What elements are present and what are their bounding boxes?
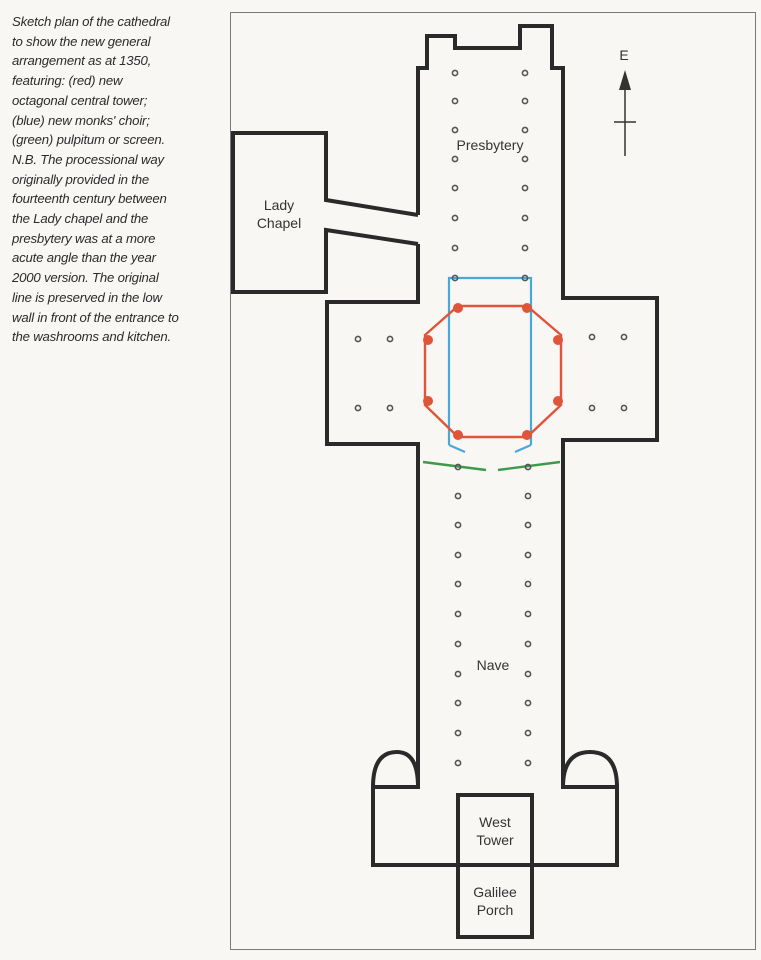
pillar-icon (525, 730, 530, 735)
caption-line: octagonal central tower; (12, 92, 148, 108)
caption-line: Sketch plan of the cathedral (12, 14, 170, 29)
label-galilee-porch-1: Galilee (473, 884, 517, 900)
pillar-icon (452, 245, 457, 250)
tower-pier (522, 303, 532, 313)
pillar-icon (455, 493, 460, 498)
pillar-icon (522, 127, 527, 132)
caption-line: wall in front of the entrance to (12, 309, 179, 325)
pillar-icon (452, 215, 457, 220)
label-presbytery: Presbytery (456, 137, 524, 153)
pillar-icon (452, 127, 457, 132)
caption-line: presbytery was at a more (12, 230, 156, 246)
caption-line: the Lady chapel and the (12, 211, 149, 227)
caption-line: arrangement as at 1350, (12, 53, 152, 69)
east-arm-wall (327, 26, 657, 937)
pillar-icon (455, 611, 460, 616)
pillar-icon (522, 245, 527, 250)
tower-pier (553, 335, 563, 345)
pillar-icon (452, 156, 457, 161)
tower-pier (453, 303, 463, 313)
label-galilee-porch-2: Porch (476, 902, 514, 918)
caption-line: the washrooms and kitchen. (12, 329, 171, 345)
galilee-porch (458, 865, 532, 937)
pillar-icon (455, 671, 460, 676)
pillar-icon (589, 405, 594, 410)
pillar-icon (525, 581, 530, 586)
caption-line: acute angle than the year (12, 250, 156, 266)
label-west-tower-2: Tower (476, 832, 514, 848)
caption-line: (green) pulpitum or screen. (12, 132, 165, 148)
pillar-icon (522, 70, 527, 75)
pillar-icon (525, 611, 530, 616)
caption-line: fourteenth century between (12, 191, 167, 207)
pillar-icon (525, 760, 530, 765)
tower-pier (522, 430, 532, 440)
pillar-icon (525, 641, 530, 646)
pillar-icon (455, 730, 460, 735)
pillar-icon (455, 522, 460, 527)
pillar-icon (355, 405, 360, 410)
pillar-icon (525, 493, 530, 498)
lady-chapel-wall (233, 133, 418, 292)
pillar-icon (589, 334, 594, 339)
label-west-tower-1: West (479, 814, 511, 830)
caption-line: line is preserved in the low (12, 289, 162, 305)
compass-label: E (619, 47, 629, 63)
west-turret-left (373, 752, 418, 787)
choir-entrance (449, 445, 531, 452)
pillar-icon (621, 405, 626, 410)
pillar-icon (621, 334, 626, 339)
tower-pier (453, 430, 463, 440)
pillar-icon (525, 552, 530, 557)
caption-line: originally provided in the (12, 171, 150, 187)
label-lady-chapel-2: Chapel (256, 215, 302, 231)
pillar-icon (455, 700, 460, 705)
caption-line: N.B. The processional way (12, 151, 164, 167)
compass (614, 47, 636, 156)
pillar-icon (355, 336, 360, 341)
pulpitum-screen (423, 462, 560, 470)
tower-pier (423, 396, 433, 406)
pillar-icon (387, 336, 392, 341)
tower-pier (553, 396, 563, 406)
caption-line: 2000 version. The original (12, 270, 159, 286)
west-turret-right (563, 752, 617, 787)
caption-line: (blue) new monks' choir; (12, 112, 150, 128)
label-nave: Nave (476, 657, 510, 673)
pillar-icon (522, 156, 527, 161)
octagonal-tower (425, 306, 561, 437)
pillar-icon (522, 98, 527, 103)
pillar-icon (455, 641, 460, 646)
caption-line: featuring: (red) new (12, 73, 123, 89)
pillar-icon (525, 671, 530, 676)
pillar-icon (452, 98, 457, 103)
pillar-icon (455, 581, 460, 586)
caption-line: to show the new general (12, 33, 151, 49)
pillar-icon (452, 185, 457, 190)
label-lady-chapel-1: Lady (263, 197, 295, 213)
pillar-icon (525, 700, 530, 705)
tower-piers (423, 303, 563, 440)
pillar-icon (455, 760, 460, 765)
pillar-icon (522, 215, 527, 220)
west-tower (458, 795, 532, 865)
tower-pier (423, 335, 433, 345)
monks-choir-outline (449, 278, 531, 445)
pillar-icon (525, 522, 530, 527)
pillar-icon (522, 185, 527, 190)
pillar-icon (455, 552, 460, 557)
pillar-icon (387, 405, 392, 410)
pillar-icon (452, 70, 457, 75)
